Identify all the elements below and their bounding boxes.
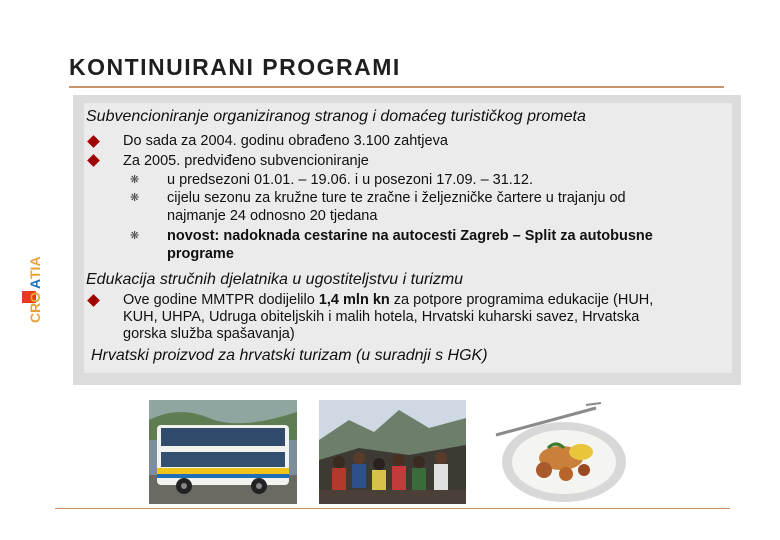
section2-heading: Edukacija stručnih djelatnika u ugostiteljstvu i turizmu <box>86 271 464 288</box>
svg-text:TIA: TIA <box>27 256 43 279</box>
sub-bullet-icon: ❋ <box>130 174 140 186</box>
bullet-marker <box>87 135 100 148</box>
bullet-marker <box>87 154 100 167</box>
bus-photo <box>149 400 297 504</box>
svg-text:CRO: CRO <box>27 291 43 323</box>
sub-bullet-icon: ❋ <box>130 230 140 242</box>
section1-sub3-line1: novost: nadoknada cestarine na autocesti Zagreb – Split za autobusne <box>167 228 653 244</box>
bullet-marker <box>87 294 100 307</box>
section2-bullet-amount: 1,4 mln kn <box>318 292 390 308</box>
section1-sub2-line2: najmanje 24 odnosno 20 tjedana <box>167 208 378 224</box>
section2-line2: KUH, UHPA, Udruga obiteljskih i malih hotela, Hrvatski kuharski savez, Hrvatska <box>123 309 640 325</box>
section2-bullet <box>123 291 653 309</box>
slide-title: KONTINUIRANI PROGRAMI <box>69 54 401 80</box>
hikers-photo <box>319 400 466 504</box>
section3-heading: Hrvatski proizvod za hrvatski turizam (u suradnji s HGK) <box>91 347 488 364</box>
section1-sub1: u predsezoni 01.01. – 19.06. i u posezoni 17.09. – 31.12. <box>167 172 533 188</box>
svg-text:A: A <box>27 278 43 289</box>
section2-line3: gorska služba spašavanja) <box>123 326 295 342</box>
bottom-divider <box>55 508 730 509</box>
section1-heading: Subvencioniranje organiziranog stranog i domaćeg turističkog prometa <box>86 108 586 125</box>
section2-bullet-post: za potpore programima edukacije (HUH, <box>389 292 654 308</box>
food-photo <box>486 400 633 504</box>
section1-sub2-line1: cijelu sezonu za kružne ture te zračne i željezničke čartere u trajanju od <box>167 190 626 206</box>
section1-bullet1: Do sada za 2004. godinu obrađeno 3.100 zahtjeva <box>123 133 448 149</box>
sub-bullet-icon: ❋ <box>130 192 140 204</box>
section1-bullet2: Za 2005. predviđeno subvencioniranje <box>123 153 369 169</box>
section2-bullet-pre: Ove godine MMTPR dodijelilo <box>123 292 319 308</box>
section1-sub3-line2: programe <box>167 246 234 262</box>
